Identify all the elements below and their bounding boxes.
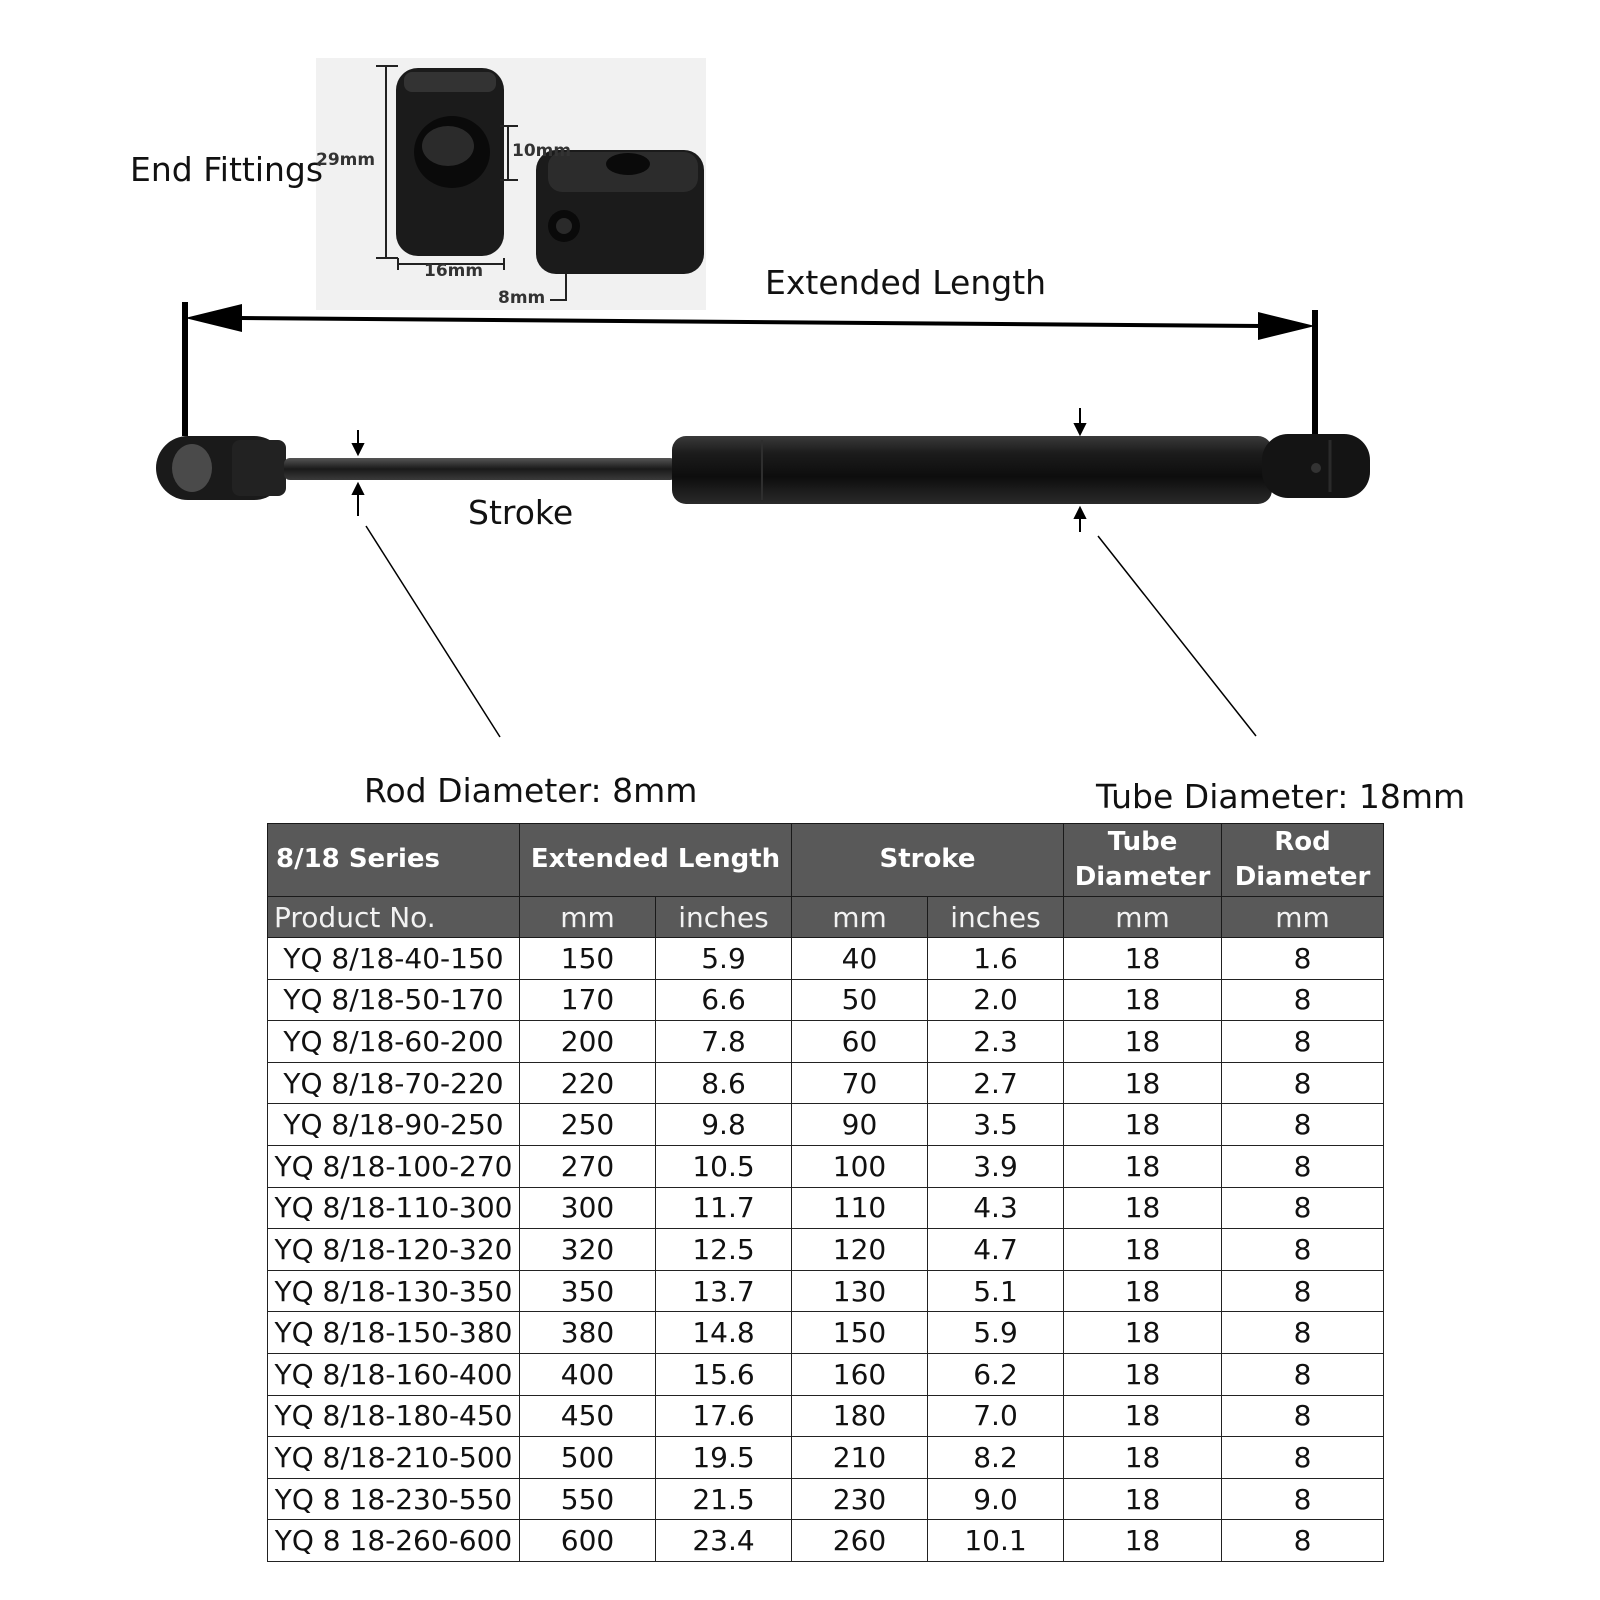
table-cell: 8 [1222,1104,1384,1146]
table-row [268,1187,1384,1229]
table-cell: 8 [1222,938,1384,980]
table-cell: 8 [1222,979,1384,1021]
table-cell: 18 [1064,1270,1222,1312]
table-cell: 18 [1064,1520,1222,1562]
table-cell: 8 [1222,1312,1384,1354]
table-cell: 8 [1222,1353,1384,1395]
table-cell: 4.3 [928,1187,1064,1229]
table-cell: 230 [792,1478,928,1520]
table-cell: 4.7 [928,1229,1064,1271]
table-cell: 380 [520,1312,656,1354]
unit-cell: inches [656,897,792,938]
table-row [268,1520,1384,1562]
table-cell: 550 [520,1478,656,1520]
table-cell: 8 [1222,1021,1384,1063]
table-cell: 18 [1064,1021,1222,1063]
table-cell: 5.1 [928,1270,1064,1312]
table-cell: 6.2 [928,1353,1064,1395]
table-cell: 250 [520,1104,656,1146]
table-cell: 600 [520,1520,656,1562]
table-cell: 8.6 [656,1062,792,1104]
fitting-hole-dim: 10mm [512,141,572,161]
table-cell: 200 [520,1021,656,1063]
table-cell: 3.5 [928,1104,1064,1146]
table-cell: 18 [1064,979,1222,1021]
table-cell: 2.0 [928,979,1064,1021]
table-cell: 8.2 [928,1437,1064,1479]
tube-diameter-label: Tube Diameter: 18mm [1096,777,1466,816]
table-cell: 18 [1064,1104,1222,1146]
table-cell: 120 [792,1229,928,1271]
product-number-cell: YQ 8/18-130-350 [268,1270,520,1312]
table-cell: 10.1 [928,1520,1064,1562]
table-cell: 19.5 [656,1437,792,1479]
table-cell: 3.9 [928,1145,1064,1187]
table-cell: 23.4 [656,1520,792,1562]
table-row [268,1062,1384,1104]
table-cell: 90 [792,1104,928,1146]
end-fitting-tall [396,68,504,256]
end-fittings-label: End Fittings [130,150,324,189]
product-number-cell: YQ 8/18-40-150 [268,938,520,980]
table-cell: 130 [792,1270,928,1312]
table-cell: 8 [1222,1520,1384,1562]
unit-cell: mm [792,897,928,938]
table-row [268,1229,1384,1271]
table-cell: 21.5 [656,1478,792,1520]
product-number-cell: YQ 8/18-180-450 [268,1395,520,1437]
table-row [268,1145,1384,1187]
table-cell: 9.0 [928,1478,1064,1520]
table-row [268,979,1384,1021]
product-number-cell: YQ 8/18-160-400 [268,1353,520,1395]
table-cell: 150 [520,938,656,980]
table-cell: 2.3 [928,1021,1064,1063]
table-cell: 7.0 [928,1395,1064,1437]
fitting-height-dim: 29mm [316,150,376,170]
table-cell: 11.7 [656,1187,792,1229]
table-row [268,1437,1384,1479]
table-row [268,938,1384,980]
table-cell: 8 [1222,1229,1384,1271]
table-cell: 18 [1064,1437,1222,1479]
table-cell: 210 [792,1437,928,1479]
table-cell: 450 [520,1395,656,1437]
table-cell: 8 [1222,1145,1384,1187]
product-number-cell: YQ 8/18-70-220 [268,1062,520,1104]
table-cell: 2.7 [928,1062,1064,1104]
table-cell: 8 [1222,1437,1384,1479]
table-row [268,1270,1384,1312]
table-cell: 18 [1064,938,1222,980]
product-number-cell: YQ 8/18-50-170 [268,979,520,1021]
table-cell: 160 [792,1353,928,1395]
table-cell: 110 [792,1187,928,1229]
table-row [268,1104,1384,1146]
table-cell: 260 [792,1520,928,1562]
table-cell: 18 [1064,1395,1222,1437]
table-cell: 40 [792,938,928,980]
product-number-cell: YQ 8/18-60-200 [268,1021,520,1063]
table-cell: 18 [1064,1312,1222,1354]
header-series: 8/18 Series [268,824,520,897]
table-cell: 18 [1064,1145,1222,1187]
table-cell: 350 [520,1270,656,1312]
table-row [268,1395,1384,1437]
table-cell: 170 [520,979,656,1021]
table-cell: 10.5 [656,1145,792,1187]
product-number-cell: YQ 8/18-150-380 [268,1312,520,1354]
product-number-cell: YQ 8/18-100-270 [268,1145,520,1187]
unit-cell: mm [1222,897,1384,938]
table-cell: 270 [520,1145,656,1187]
table-cell: 18 [1064,1353,1222,1395]
table-cell: 500 [520,1437,656,1479]
table-cell: 8 [1222,1270,1384,1312]
table-cell: 150 [792,1312,928,1354]
table-cell: 14.8 [656,1312,792,1354]
table-cell: 8 [1222,1395,1384,1437]
table-cell: 6.6 [656,979,792,1021]
product-number-cell: YQ 8 18-230-550 [268,1478,520,1520]
header-tube-diameter: Tube Diameter [1064,824,1222,897]
table-units-row [268,897,1384,938]
extended-length-arrow [185,302,1315,436]
table-cell: 8 [1222,1187,1384,1229]
header-rod-diameter: Rod Diameter [1222,824,1384,897]
table-row [268,1353,1384,1395]
table-cell: 7.8 [656,1021,792,1063]
header-stroke: Stroke [792,824,1064,897]
table-cell: 1.6 [928,938,1064,980]
fitting-thread-dim: 8mm [498,288,546,308]
table-cell: 5.9 [928,1312,1064,1354]
product-number-cell: YQ 8/18-210-500 [268,1437,520,1479]
spec-table [267,823,1384,1562]
header-extended-length: Extended Length [520,824,792,897]
product-number-cell: YQ 8/18-110-300 [268,1187,520,1229]
product-number-cell: YQ 8/18-90-250 [268,1104,520,1146]
unit-cell: inches [928,897,1064,938]
unit-cell: Product No. [268,897,520,938]
table-cell: 18 [1064,1062,1222,1104]
table-cell: 60 [792,1021,928,1063]
end-fitting-short [536,150,704,274]
table-row [268,1021,1384,1063]
table-cell: 18 [1064,1229,1222,1271]
table-cell: 100 [792,1145,928,1187]
fitting-width-dim: 16mm [424,261,484,281]
table-row [268,1312,1384,1354]
stroke-label: Stroke [468,493,574,532]
table-cell: 8 [1222,1478,1384,1520]
table-cell: 17.6 [656,1395,792,1437]
unit-cell: mm [520,897,656,938]
table-cell: 220 [520,1062,656,1104]
table-cell: 18 [1064,1187,1222,1229]
table-cell: 300 [520,1187,656,1229]
table-cell: 180 [792,1395,928,1437]
unit-cell: mm [1064,897,1222,938]
table-cell: 15.6 [656,1353,792,1395]
table-cell: 12.5 [656,1229,792,1271]
table-cell: 13.7 [656,1270,792,1312]
table-cell: 18 [1064,1478,1222,1520]
extended-length-label: Extended Length [765,263,1047,302]
table-cell: 8 [1222,1062,1384,1104]
table-cell: 9.8 [656,1104,792,1146]
product-number-cell: YQ 8/18-120-320 [268,1229,520,1271]
table-cell: 50 [792,979,928,1021]
gas-strut [156,434,1370,504]
table-row [268,1478,1384,1520]
table-cell: 70 [792,1062,928,1104]
table-cell: 320 [520,1229,656,1271]
table-cell: 400 [520,1353,656,1395]
product-number-cell: YQ 8 18-260-600 [268,1520,520,1562]
table-header-row [268,824,1384,897]
table-cell: 5.9 [656,938,792,980]
rod-diameter-label: Rod Diameter: 8mm [364,771,698,810]
